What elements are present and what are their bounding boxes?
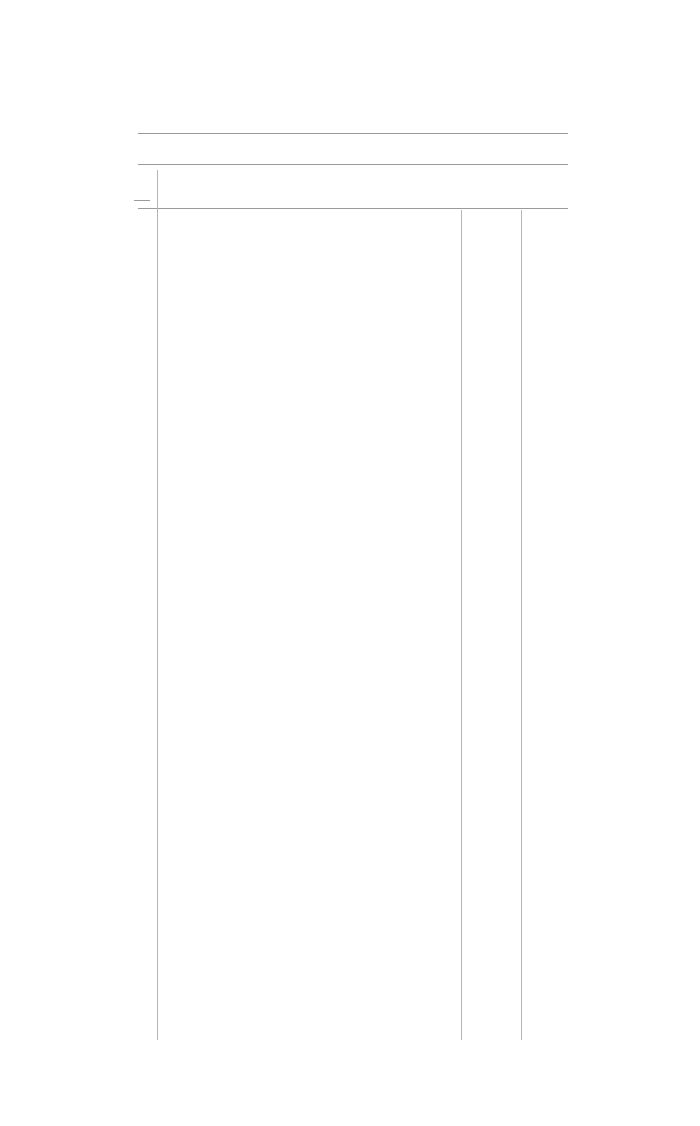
header-bottom-rule (138, 208, 568, 209)
item-header-underline (134, 200, 150, 201)
item-column-rule (157, 170, 158, 1040)
amount-column-rule-mid (521, 210, 522, 1040)
amount-column-rule-left (461, 210, 462, 1040)
section-rule (138, 164, 568, 165)
title-rule (138, 133, 568, 134)
